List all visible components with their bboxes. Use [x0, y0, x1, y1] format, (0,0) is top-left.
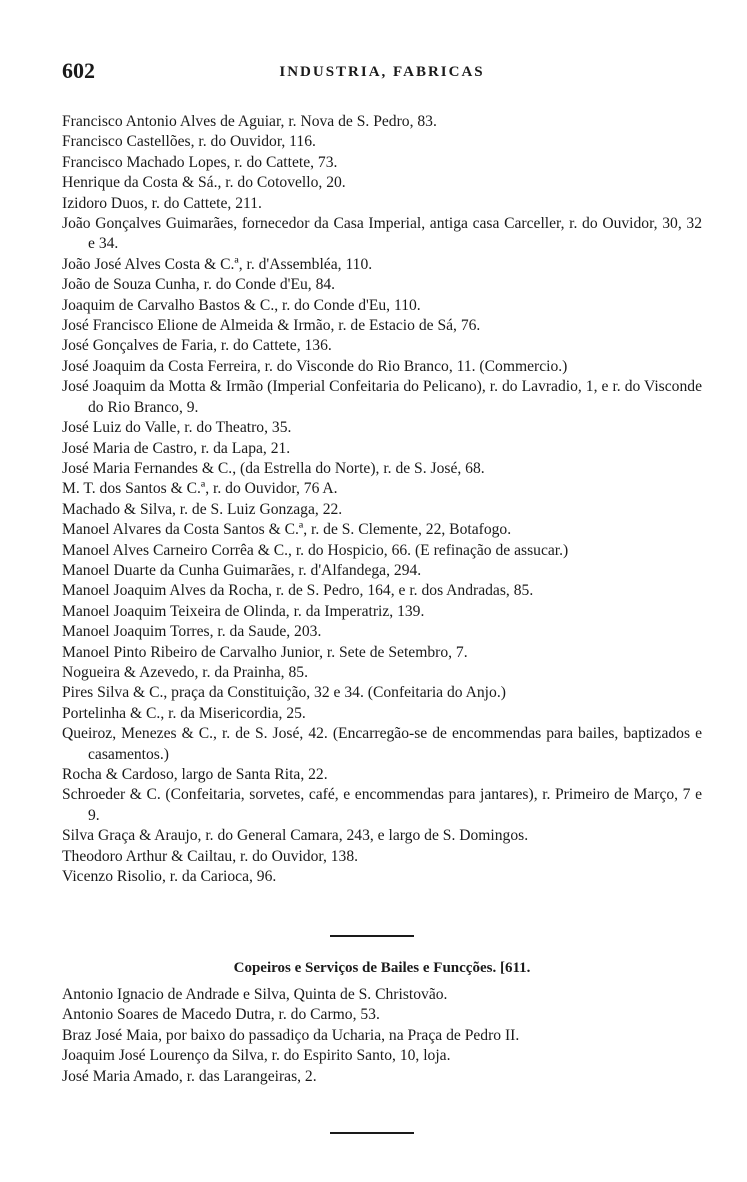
- list-item: M. T. dos Santos & C.ª, r. do Ouvidor, 76 A.: [62, 480, 338, 498]
- entry-list: [62, 112, 702, 887]
- list-item: Joaquim de Carvalho Bastos & C., r. do Conde d'Eu, 110.: [62, 296, 421, 314]
- list-item: Pires Silva & C., praça da Constituição, 32 e 34. (Confeitaria do Anjo.): [62, 684, 506, 702]
- list-item: Queiroz, Menezes & C., r. de S. José, 42. (Encarregão-se de encommendas para bailes, baptizados e casamentos.): [62, 725, 702, 763]
- section-title: Copeiros e Serviços de Bailes e Funcções. [611.: [233, 960, 531, 976]
- list-item: Machado & Silva, r. de S. Luiz Gonzaga, 22.: [62, 500, 343, 518]
- list-item: José Gonçalves de Faria, r. do Cattete, 136.: [62, 337, 332, 355]
- list-item: Francisco Castellões, r. do Ouvidor, 116.: [62, 133, 316, 151]
- list-item: Theodoro Arthur & Cailtau, r. do Ouvidor, 138.: [62, 847, 359, 865]
- list-item: João Gonçalves Guimarães, fornecedor da Casa Imperial, antiga casa Carceller, r. do Ouvidor, 30, 32 e 34.: [62, 215, 702, 253]
- list-item: Portelinha & C., r. da Misericordia, 25.: [62, 704, 306, 722]
- list-item: Manoel Alves Carneiro Corrêa & C., r. do Hospicio, 66. (E refinação de assucar.): [62, 541, 569, 559]
- list-item: Manoel Joaquim Alves da Rocha, r. de S. Pedro, 164, e r. dos Andradas, 85.: [62, 582, 534, 600]
- copeiros-section: [62, 960, 702, 1087]
- list-item: Antonio Soares de Macedo Dutra, r. do Carmo, 53.: [62, 1006, 380, 1024]
- list-item: Izidoro Duos, r. do Cattete, 211.: [62, 194, 262, 212]
- list-item: Silva Graça & Araujo, r. do General Camara, 243, e largo de S. Domingos.: [62, 827, 529, 845]
- list-item: Nogueira & Azevedo, r. da Prainha, 85.: [62, 663, 308, 681]
- list-item: José Joaquim da Costa Ferreira, r. do Visconde do Rio Branco, 11. (Commercio.): [62, 357, 568, 375]
- list-item: José Luiz do Valle, r. do Theatro, 35.: [62, 419, 292, 437]
- list-item: Rocha & Cardoso, largo de Santa Rita, 22.: [62, 766, 328, 783]
- list-item: Henrique da Costa & Sá., r. do Cotovello, 20.: [62, 174, 346, 192]
- list-item: Francisco Machado Lopes, r. do Cattete, 73.: [62, 153, 338, 171]
- list-item: João José Alves Costa & C.ª, r. d'Assembléa, 110.: [62, 255, 373, 273]
- list-item: José Maria de Castro, r. da Lapa, 21.: [62, 439, 291, 457]
- list-item: Manoel Joaquim Teixeira de Olinda, r. da Imperatriz, 139.: [62, 602, 425, 620]
- list-item: Manoel Alvares da Costa Santos & C.ª, r. de S. Clemente, 22, Botafogo.: [62, 521, 512, 539]
- list-item: João de Souza Cunha, r. do Conde d'Eu, 84.: [62, 276, 336, 294]
- list-item: Manoel Duarte da Cunha Guimarães, r. d'Alfandega, 294.: [62, 561, 422, 579]
- list-item: José Joaquim da Motta & Irmão (Imperial Confeitaria do Pelicano), r. do Lavradio, 1, e r. do Visconde do Rio Branco, 9.: [62, 378, 702, 416]
- list-item: Francisco Antonio Alves de Aguiar, r. Nova de S. Pedro, 83.: [62, 113, 437, 130]
- page-header: [62, 58, 702, 88]
- list-item: Schroeder & C. (Confeitaria, sorvetes, café, e encommendas para jantares), r. Primeiro de Março, 7 e 9.: [62, 786, 702, 824]
- page-number: 602: [62, 58, 95, 83]
- list-item: Manoel Joaquim Torres, r. da Saude, 203.: [62, 623, 322, 641]
- section-divider: [330, 935, 414, 937]
- list-item: Manoel Pinto Ribeiro de Carvalho Junior, r. Sete de Setembro, 7.: [62, 643, 468, 661]
- list-item: Vicenzo Risolio, r. da Carioca, 96.: [62, 868, 277, 886]
- list-item: Antonio Ignacio de Andrade e Silva, Quinta de S. Christovão.: [62, 986, 448, 1003]
- list-item: José Maria Amado, r. das Larangeiras, 2.: [62, 1067, 317, 1085]
- list-item: Braz José Maia, por baixo do passadiço da Ucharia, na Praça de Pedro II.: [62, 1026, 520, 1044]
- end-divider: [330, 1132, 414, 1134]
- list-item: José Maria Fernandes & C., (da Estrella do Norte), r. de S. José, 68.: [62, 459, 485, 477]
- list-item: Joaquim José Lourenço da Silva, r. do Espirito Santo, 10, loja.: [62, 1047, 451, 1065]
- list-item: José Francisco Elione de Almeida & Irmão, r. de Estacio de Sá, 76.: [62, 317, 481, 335]
- running-title: INDUSTRIA, FABRICAS: [279, 64, 485, 80]
